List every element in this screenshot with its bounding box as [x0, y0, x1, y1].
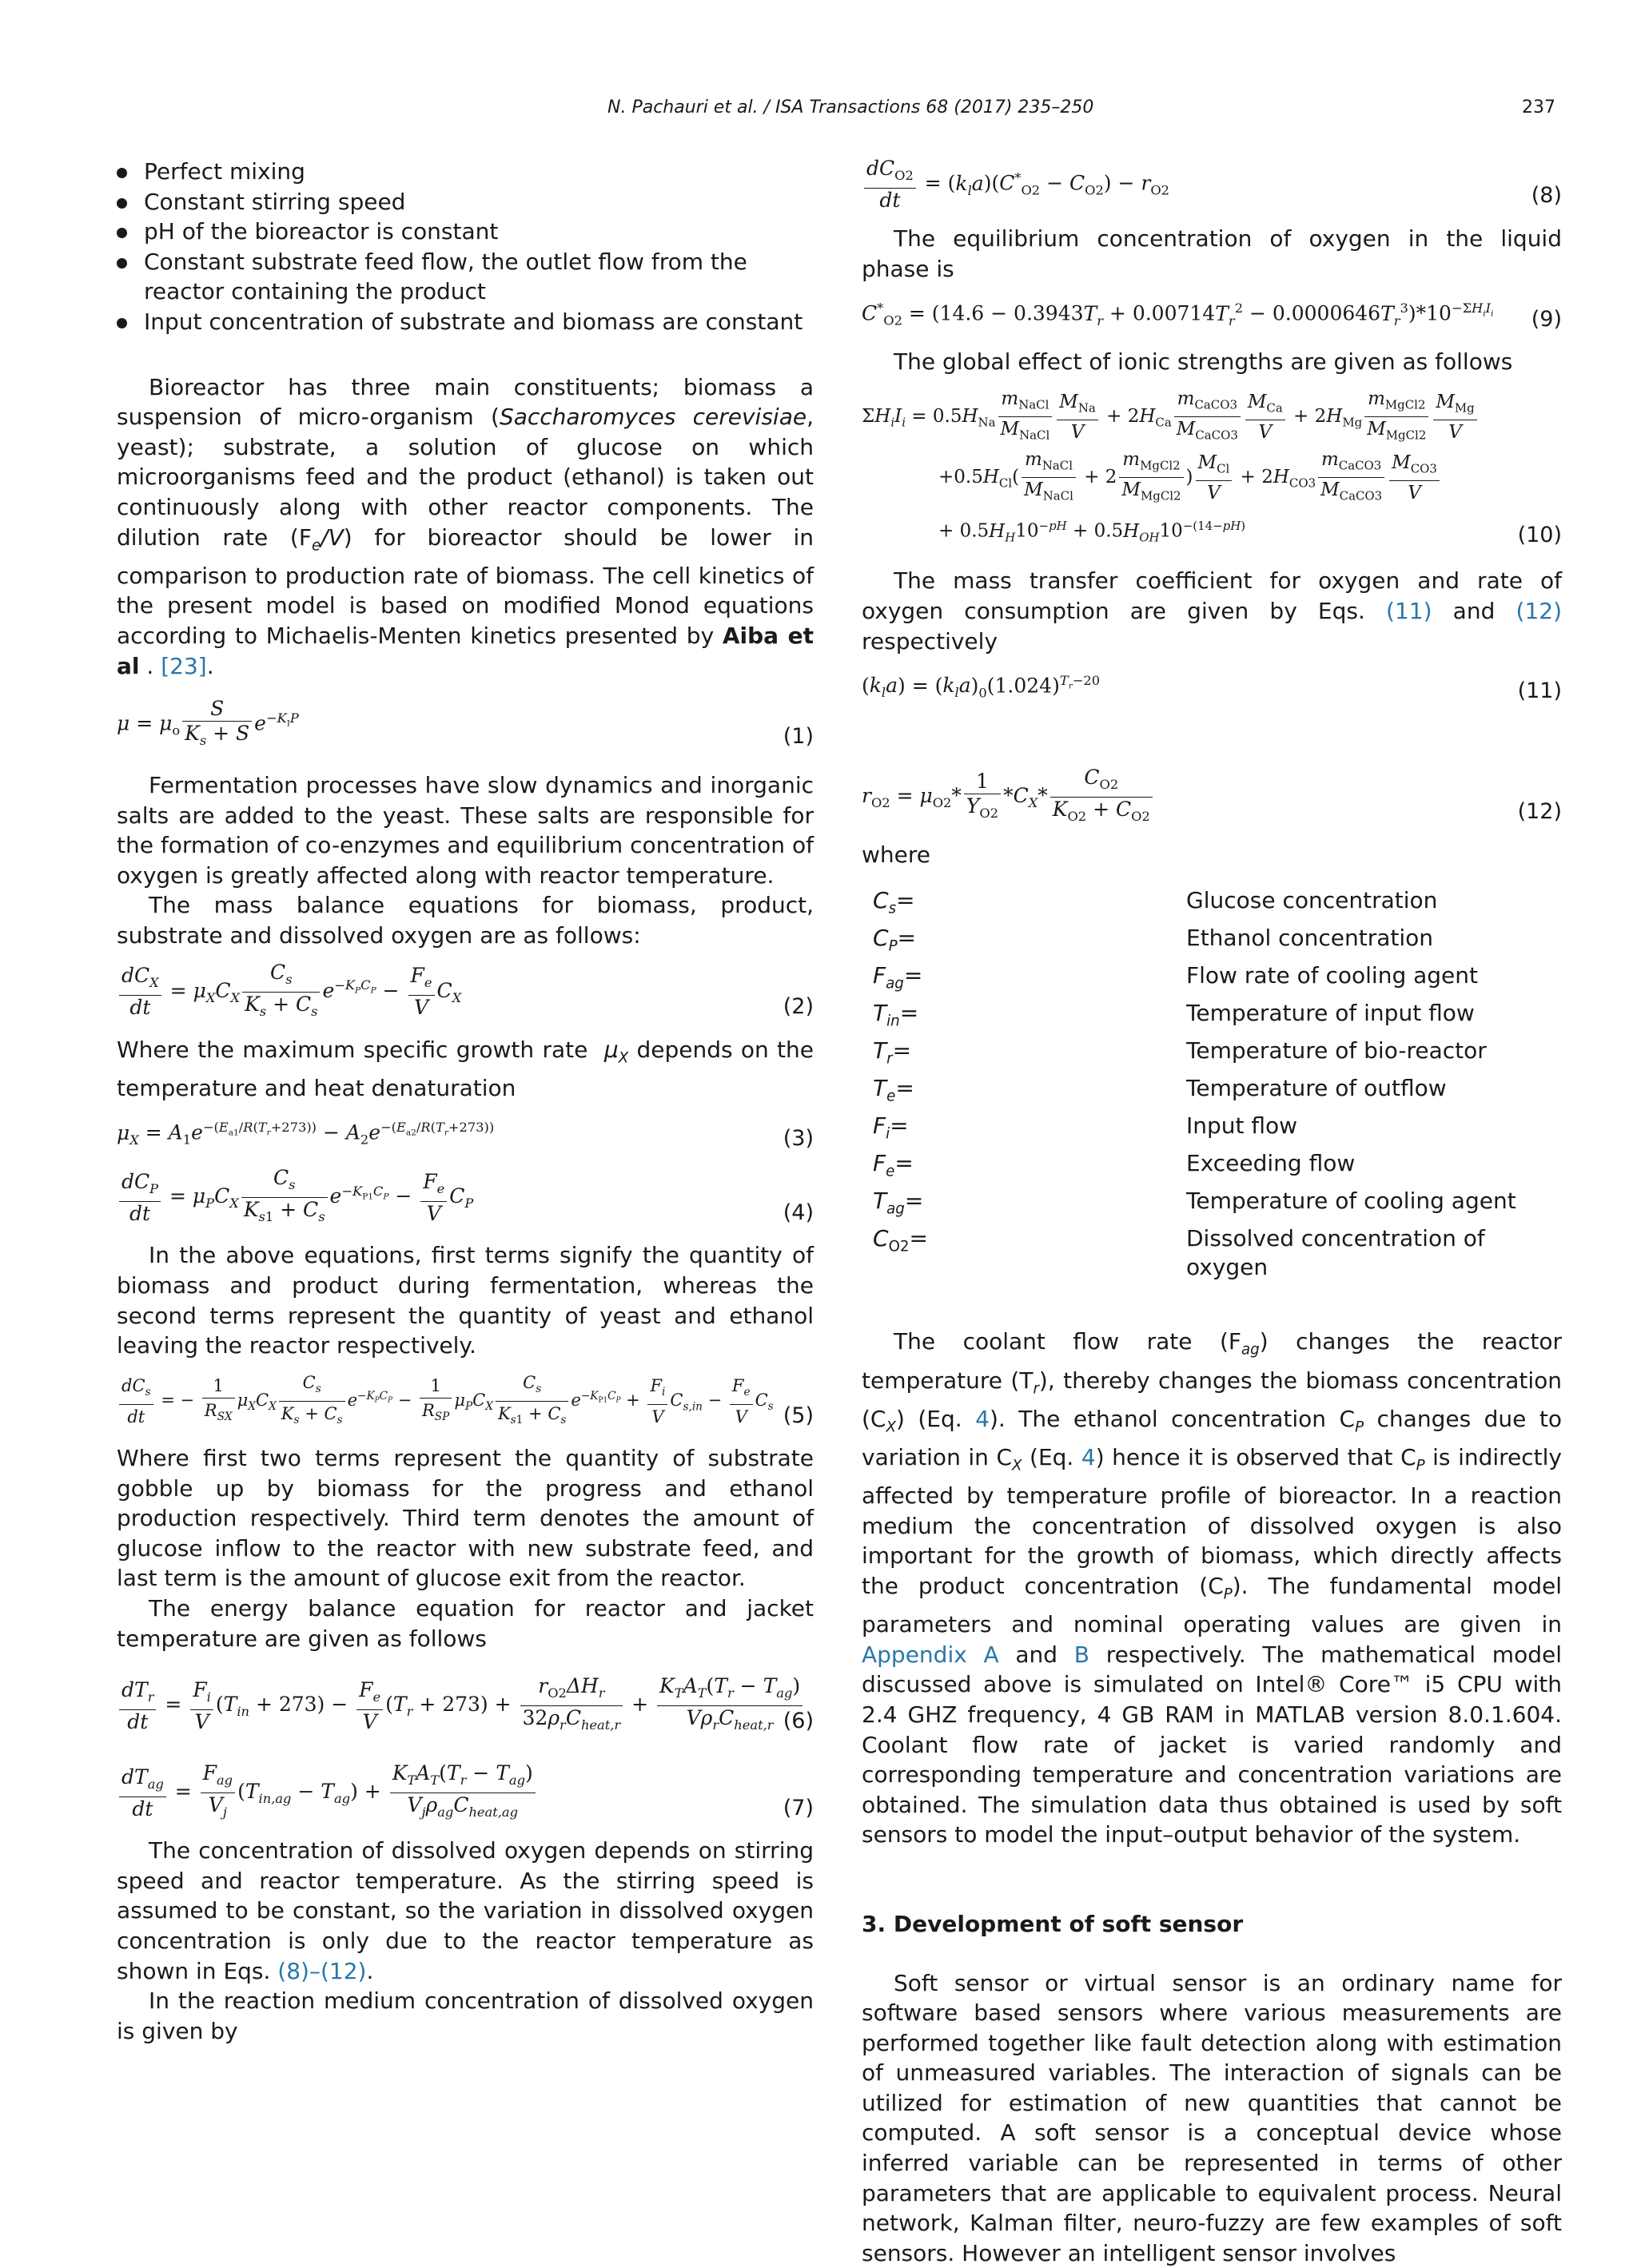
paragraph-mass-balance: The mass balance equations for biomass, product, substrate and dissolved oxygen are as follows: [117, 890, 814, 950]
equation-number: (3) [783, 1124, 814, 1154]
list-item: Perfect mixing [117, 157, 814, 187]
symbol-description: Dissolved concentration of oxygen [1186, 1224, 1562, 1283]
equation-number: (12) [1518, 797, 1562, 827]
paragraph-ionic-strength: The global effect of ionic strengths are given as follows [862, 347, 1562, 377]
equation-10: $\Sigma H_iI_i = 0.5H_{Na}$ $\frac{m_{NaCl}}{M_{NaCl}}$ $\frac{M_{Na}}{V}$ + $2H_{Ca}$ $\frac{m_{CaCO3}}{M_{CaCO3}}$ $\frac{M_{Ca}}{V}$ + $2H_{Mg}$ $\frac{m_{MgCl2}}{M_{MgCl2}}$ $\frac{M_{Mg}}{V}$ $+0.5H_{Cl}$( $\frac{m_{NaCl}}{M_{NaCl}}$ + 2 $\frac{m_{MgCl2}}{M_{MgCl2}}$ ) $\frac{M_{Cl}}{V}$ + $2H_{CO3}$ $\frac{m_{CaCO3}}{M_{CaCO3}}$ $\frac{M_{CO3}}{V}$ + $0.5H_H10^{-pH} + 0.5H_{OH}10^{-(14-pH)}$ (10) [862, 387, 1562, 555]
symbol: $T_r=$ [873, 1037, 1186, 1074]
equation-1: $\mu = \mu_o$ $\frac{S}{K_s + S}$ $e^{-K_IP}$ (1) [117, 697, 814, 753]
symbol-description: Temperature of outflow [1186, 1074, 1562, 1112]
symbol: $C_s=$ [873, 886, 1186, 924]
equation-link[interactable]: 4 [975, 1406, 990, 1432]
appendix-link[interactable]: Appendix A [862, 1641, 999, 1668]
list-item: pH of the bioreactor is constant [117, 217, 814, 247]
symbol: $T_e=$ [873, 1074, 1186, 1112]
equation-8: $\frac{dC_{O2}}{dt}$ = $(k_la)(C^*_{O2} - C_{O2}) - r_{O2}$ (8) [862, 157, 1562, 213]
symbol: $C_{O2}=$ [873, 1224, 1186, 1283]
equation-link[interactable]: 4 [1081, 1444, 1096, 1470]
assumption-list [117, 157, 814, 337]
paragraph-equilibrium: The equilibrium concentration of oxygen in the liquid phase is [862, 224, 1562, 284]
symbol-description: Temperature of bio-reactor [1186, 1037, 1562, 1074]
equation-6: $\frac{dT_r}{dt}$ = $\frac{F_i}{V}$ $(T_{in} + 273)$ − $\frac{F_e}{V}$ $(T_r + 273)$ + $\frac{r_{O2}\Delta H_r}{32\rho_rC_{heat,r}}$ + $\frac{K_TA_T(T_r - T_{ag})}{V\rho_rC_{heat,r}}$ (6) [117, 1674, 814, 1737]
equation-link[interactable]: (11) [1386, 598, 1432, 624]
paragraph-fermentation: Fermentation processes have slow dynamics and inorganic salts are added to the yeast. These salts are responsible for the formation of co-enzymes and equilibrium concentration of oxygen is greatly affected along with reactor temperature. [117, 770, 814, 890]
symbol-description: Exceeding flow [1186, 1149, 1562, 1187]
equation-number: (8) [1531, 181, 1562, 211]
paragraph-soft-sensor: Soft sensor or virtual sensor is an ordinary name for software based sensors where various measurements are performed together like fault detection along with estimation of unmeasured variables. The interaction of signals can be utilized for estimation of new quantities that cannot be computed. A soft sensor is a conceptual device whose inferred variable can be represented in terms of other parameters that are applicable to equivalent process. Neural network, Kalman filter, neuro-fuzzy are few examples of soft sensors. However an intelligent sensor involves [862, 1968, 1562, 2268]
symbol-description: Input flow [1186, 1112, 1562, 1149]
equation-number: (6) [783, 1706, 814, 1737]
equation-11: $(k_la) = (k_la)_0(1.024)^{T_r-20}$ (11) [862, 666, 1562, 708]
equation-3: $\mu_X = A_1e^{-(E_{a1}/R(T_r+273))} - A_2e^{-(E_{a2}/R(T_r+273))}$ (3) [117, 1112, 814, 1155]
equation-range-link[interactable]: (8)–(12) [277, 1958, 366, 1984]
equation-number: (2) [783, 992, 814, 1022]
equation-number: (9) [1531, 304, 1562, 335]
paragraph-mass-transfer: The mass transfer coefficient for oxygen and rate of oxygen consumption are given by Eqs. (11) and (12) respectively [862, 566, 1562, 656]
paragraph-growth-rate: Where the maximum specific growth rate $\mu_X$ depends on the temperature and heat denaturation [117, 1035, 814, 1104]
author-citation: Aiba et al [117, 623, 814, 679]
symbol-description: Flow rate of cooling agent [1186, 961, 1562, 999]
equation-12: $r_{O2} = \mu_{O2}*$ $\frac{1}{Y_{O2}}$ $*C_X*$ $\frac{C_{O2}}{K_{O2} + C_{O2}}$ (12) [862, 766, 1562, 829]
paragraph-dissolved-oxygen: The concentration of dissolved oxygen depends on stirring speed and reactor temperature. As the stirring speed is assumed to be constant, so the variation in dissolved oxygen concentration is only due to the reactor temperature as shown in Eqs. (8)–(12). [117, 1836, 814, 1986]
equation-2: $\frac{dC_X}{dt}$ = $\mu_XC_X$ $\frac{C_s}{K_s + C_s}$ $e^{-K_PC_P}$ − $\frac{F_e}{V}$ $C_X$ (2) [117, 961, 814, 1024]
equation-4: $\frac{dC_P}{dt}$ = $\mu_PC_X$ $\frac{C_s}{K_{s1} + C_s}$ $e^{-K_{P1}C_P}$ − $\frac{F_e}{V}$ $C_P$ (4) [117, 1166, 814, 1229]
reference-link[interactable]: [23] [161, 653, 206, 679]
symbol-description: Ethanol concentration [1186, 924, 1562, 961]
equation-link[interactable]: (12) [1516, 598, 1562, 624]
paragraph-constituents: Bioreactor has three main constituents; biomass a suspension of micro-organism (Saccharomyces cerevisiae, yeast); substrate, a solution of glucose on which microorganisms feed and the product (ethanol) is taken out continuously along with other reactor components. The dilution rate $(F_e/V)$ for bioreactor should be lower in comparison to production rate of biomass. The cell kinetics of the present model is based on modified Monod equations according to Michaelis-Menten kinetics presented by Aiba et al . [23]. [117, 372, 814, 682]
paragraph-first-terms: In the above equations, first terms signify the quantity of biomass and product during fermentation, whereas the second terms represent the quantity of yeast and ethanol leaving the reactor respectively. [117, 1240, 814, 1360]
equation-5: $\frac{dC_s}{dt}$ = − $\frac{1}{R_{SX}}$ $\mu_XC_X$ $\frac{C_s}{K_s + C_s}$ $e^{-K_PC_P}$ − $\frac{1}{R_{SP}}$ $\mu_PC_X$ $\frac{C_s}{K_{s1} + C_s}$ $e^{-K_{P1}C_P}$ + $\frac{F_i}{V}$ $C_{s,in}$ − $\frac{F_e}{V}$ $C_s$ (5) [117, 1371, 814, 1432]
left-column [117, 157, 814, 2046]
symbol: $F_i=$ [873, 1112, 1186, 1149]
equation-number: (7) [783, 1793, 814, 1824]
symbol: $F_e=$ [873, 1149, 1186, 1187]
nomenclature-table [873, 886, 1562, 1283]
paragraph-substrate-terms: Where first two terms represent the quantity of substrate gobble up by biomass for the progress and ethanol production respectively. Third term denotes the amount of glucose inflow to the reactor with new substrate feed, and last term is the amount of glucose exit from the reactor. [117, 1443, 814, 1594]
equation-number: (5) [783, 1401, 814, 1431]
equation-number: (4) [783, 1198, 814, 1228]
section-heading: 3. Development of soft sensor [862, 1909, 1562, 1940]
symbol-description: Temperature of cooling agent [1186, 1187, 1562, 1224]
equation-number: (10) [1518, 518, 1562, 553]
paragraph-coolant: The coolant flow rate $(F_{ag})$ changes the reactor temperature $(T_r)$, thereby changes the biomass concentration $(C_X)$ (Eq. 4). The ethanol concentration $C_P$ changes due to variation in $C_X$ (Eq. 4) hence it is observed that $C_P$ is indirectly affected by temperature profile of bioreactor. In a reaction medium the concentration of dissolved oxygen is also important for the growth of biomass, which directly affects the product concentration $(C_P)$. The fundamental model parameters and nominal operating values are given in Appendix A and B respectively. The mathematical model discussed above is simulated on Intel® Core™ i5 CPU with 2.4 GHZ frequency, 4 GB RAM in MATLAB version 8.0.1.604. Coolant flow rate of jacket is varied randomly and corresponding temperature and concentration variations are obtained. The simulation data thus obtained is used by soft sensors to model the input–output behavior of the system. [862, 1327, 1562, 1849]
symbol: $C_P=$ [873, 924, 1186, 961]
right-column [862, 157, 1562, 2268]
appendix-link[interactable]: B [1074, 1641, 1089, 1668]
symbol: $F_{ag}=$ [873, 961, 1186, 999]
list-item: Constant substrate feed flow, the outlet flow from the reactor containing the product [117, 247, 814, 307]
running-header [0, 97, 1637, 126]
page-number: 237 [1522, 97, 1555, 117]
equation-number: (11) [1518, 676, 1562, 706]
journal-citation: N. Pachauri et al. / ISA Transactions 68 (2017) 235–250 [607, 97, 1093, 117]
symbol-description: Glucose concentration [1186, 886, 1562, 924]
equation-number: (1) [783, 722, 814, 752]
symbol-description: Temperature of input flow [1186, 999, 1562, 1037]
list-item: Input concentration of substrate and biomass are constant [117, 307, 814, 337]
symbol: $T_{ag}=$ [873, 1187, 1186, 1224]
paragraph-reaction-medium: In the reaction medium concentration of dissolved oxygen is given by [117, 1986, 814, 2046]
equation-7: $\frac{dT_{ag}}{dt}$ = $\frac{F_{ag}}{V_j}$ $(T_{in,ag} - T_{ag})$ + $\frac{K_TA_T(T_r - T_{ag})}{V_j\rho_{ag}C_{heat,ag}}$ (7) [117, 1761, 814, 1824]
symbol: $T_{in}=$ [873, 999, 1186, 1037]
equation-9: $C^*_{O2} = (14.6 - 0.3943T_r + 0.00714T_r^2 - 0.0000646T_r^3)*10^{-\Sigma H_iI_i}$ (9) [862, 293, 1562, 336]
list-item: Constant stirring speed [117, 187, 814, 217]
where-label: where [862, 840, 1562, 870]
paragraph-energy-balance: The energy balance equation for reactor and jacket temperature are given as follows [117, 1594, 814, 1653]
